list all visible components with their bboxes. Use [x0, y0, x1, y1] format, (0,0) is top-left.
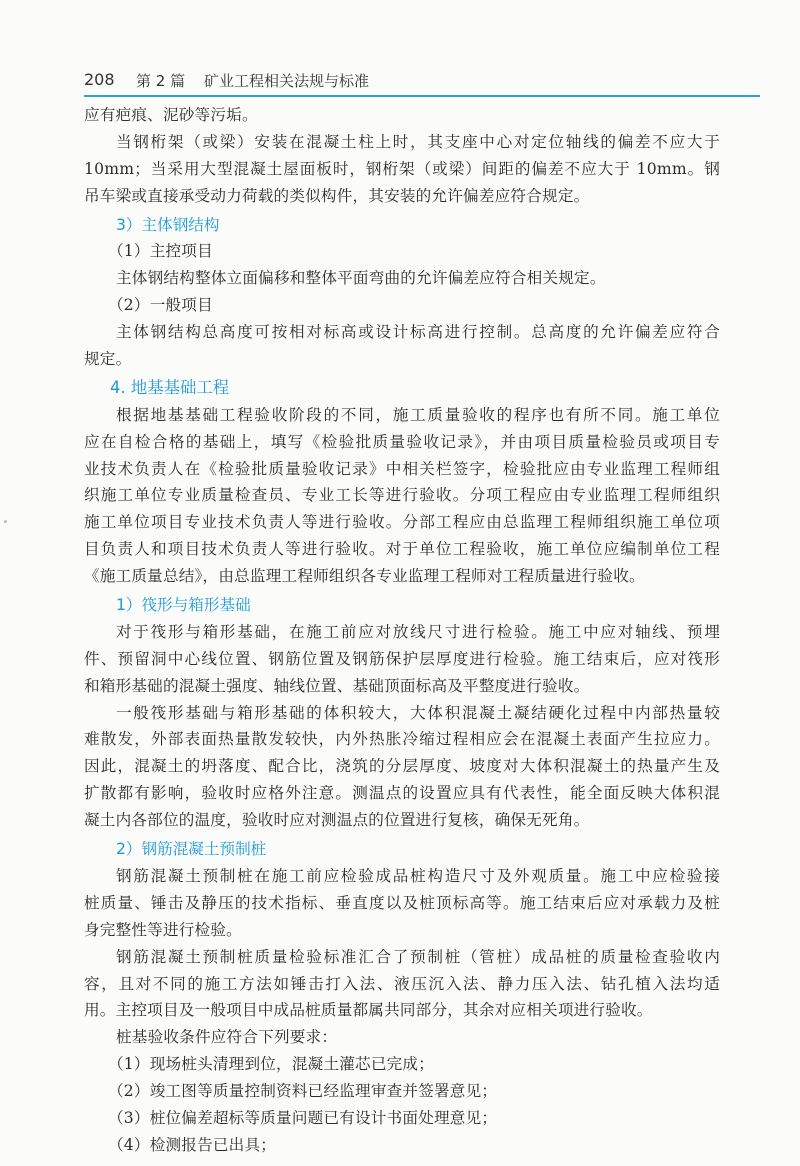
text-line: 规定。 — [84, 350, 132, 369]
text-line: 对于筏形与箱形基础，在施工前应对放线尺寸进行检验。施工中应对轴线、预埋 — [116, 622, 720, 641]
text-line: 难散发，外部表面热量散发较快，内外热胀冷缩过程相应会在混凝土表面产生拉应力。 — [84, 730, 720, 749]
text-line: 《施工质量总结》，由总监理工程师组织各专业监理工程师对工程质量进行验收。 — [84, 567, 645, 586]
text-line: 容，且对不同的施工方法如锤击打入法、液压沉入法、静力压入法、钻孔植入法均适 — [84, 974, 720, 993]
chapter-label: 第 2 篇 — [136, 72, 186, 90]
chapter-title: 矿业工程相关法规与标准 — [204, 72, 370, 90]
text-line: 桩基验收条件应符合下列要求： — [116, 1028, 338, 1047]
text-line: （2）一般项目 — [108, 296, 213, 315]
text-line: 钢筋混凝土预制桩在施工前应检验成品桩构造尺寸及外观质量。施工中应检验接 — [116, 866, 720, 885]
text-line: 身完整性等进行检验。 — [84, 920, 242, 939]
text-line: 吊车梁或直接承受动力荷载的类似构件，其安装的允许偏差应符合规定。 — [84, 186, 590, 205]
list-item: （4）检测报告已出具； — [108, 1135, 277, 1154]
list-item: （1）现场桩头清理到位，混凝土灌芯已完成； — [108, 1055, 434, 1074]
text-line: 件、预留洞中心线位置、钢筋位置及钢筋保护层厚度进行检验。施工结束后，应对筏形 — [84, 649, 720, 668]
text-line: 扩散都有影响，验收时应格外注意。测温点的设置应具有代表性，能全面反映大体积混 — [84, 784, 720, 803]
text-line: 应有疤痕、泥砂等污垢。 — [84, 106, 258, 124]
text-line: 织施工单位专业质量检查员、专业工长等进行验收。分项工程应由专业监理工程师组织 — [84, 486, 720, 505]
text-line: 根据地基基础工程验收阶段的不同，施工质量验收的程序也有所不同。施工单位 — [116, 405, 720, 424]
text-line: （1）主控项目 — [108, 242, 213, 261]
text-line: 钢筋混凝土预制桩质量检验标准汇合了预制桩（管桩）成品桩的质量检查验收内 — [116, 947, 720, 966]
section-heading: 2）钢筋混凝土预制桩 — [116, 840, 267, 859]
header-rule — [84, 95, 760, 97]
list-item: （3）桩位偏差超标等质量问题已有设计书面处理意见； — [108, 1108, 498, 1127]
text-line: 当钢桁架（或梁）安装在混凝土柱上时，其支座中心对定位轴线的偏差不应大于 — [116, 132, 720, 151]
text-line: 施工单位项目专业技术负责人等进行验收。分部工程应由总监理工程师组织施工单位项 — [84, 513, 720, 532]
page-header — [84, 66, 760, 96]
list-item: （2）竣工图等质量控制资料已经监理审查并签署意见； — [108, 1082, 498, 1101]
text-line: 凝土内各部位的温度，验收时应对测温点的位置进行复核，确保无死角。 — [84, 811, 590, 830]
text-line: 一般筏形基础与箱形基础的体积较大，大体积混凝土凝结硬化过程中内部热量较 — [116, 703, 720, 722]
text-line: 目负责人和项目技术负责人等进行验收。对于单位工程验收，施工单位应编制单位工程 — [84, 540, 720, 559]
text-line: 主体钢结构总高度可按相对标高或设计标高进行控制。总高度的允许偏差应符合 — [116, 323, 720, 342]
text-line: 桩质量、锤击及静压的技术指标、垂直度以及桩顶标高等。施工结束后应对承载力及桩 — [84, 893, 720, 912]
text-line: 因此，混凝土的坍落度、配合比，浇筑的分层厚度、坡度对大体积混凝土的热量产生及 — [84, 757, 720, 776]
text-line: 和箱形基础的混凝土强度、轴线位置、基础顶面标高及平整度进行验收。 — [84, 676, 590, 695]
text-line: 10mm；当采用大型混凝土屋面板时，钢桁架（或梁）间距的偏差不应大于 10mm。钢 — [84, 159, 720, 178]
scan-speck — [4, 520, 7, 523]
text-line: 主体钢结构整体立面偏移和整体平面弯曲的允许偏差应符合相关规定。 — [116, 269, 606, 288]
page-body — [84, 102, 720, 1159]
text-line: 业技术负责人在《检验批质量验收记录》中相关栏签字，检验批应由专业监理工程师组 — [84, 459, 720, 478]
section-heading: 3）主体钢结构 — [116, 215, 220, 234]
chapter-section-heading: 4. 地基基础工程 — [110, 377, 230, 397]
section-heading: 1）筏形与箱形基础 — [116, 596, 251, 615]
page-number: 208 — [84, 70, 115, 89]
text-line: 用。主控项目及一般项目中成品桩质量都属共同部分，其余对应相关项进行验收。 — [84, 1001, 653, 1020]
text-line: 应在自检合格的基础上，填写《检验批质量验收记录》，并由项目质量检验员或项目专 — [84, 432, 720, 451]
